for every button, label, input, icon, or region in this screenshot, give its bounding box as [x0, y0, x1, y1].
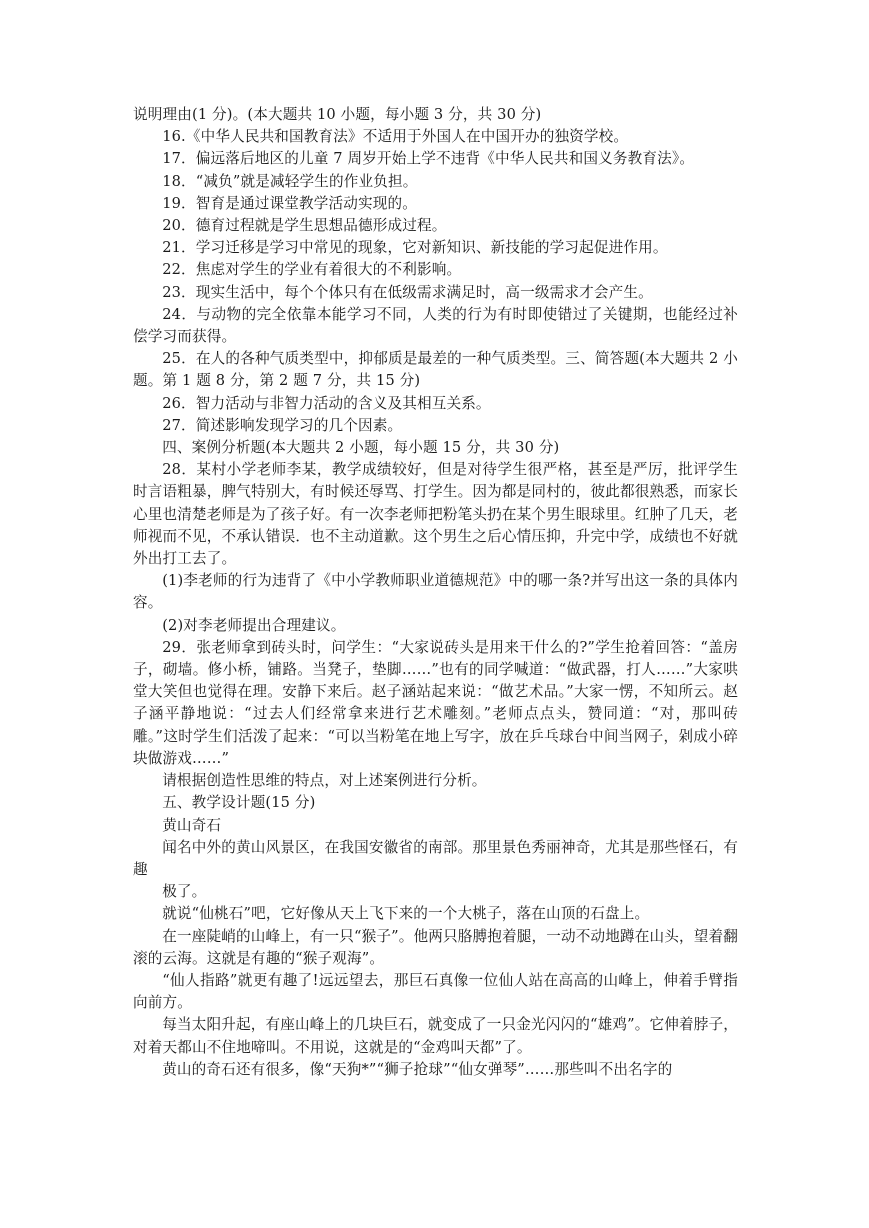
section-heading-teaching-design: 五、教学设计题(15 分)	[162, 794, 316, 812]
question-25-and-section-3-heading: 25．在人的各种气质类型中，抑郁质是最差的一种气质类型。三、简答题(本大题共 2 小题。第 1 题 8 分，第 2 题 7 分，共 15 分)	[133, 350, 738, 390]
question-19: 19．智育是通过课堂教学活动实现的。	[162, 194, 417, 212]
question-26: 26．智力活动与非智力活动的含义及其相互关系。	[162, 394, 491, 412]
passage-paragraph: 就说“仙桃石”吧，它好像从天上飞下来的一个大桃子，落在山顶的石盘上。	[162, 905, 650, 923]
question-21: 21．学习迁移是学习中常见的现象，它对新知识、新技能的学习起促进作用。	[162, 239, 668, 257]
question-28: 28．某村小学老师李某，教学成绩较好，但是对待学生很严格，甚至是严厉，批评学生时言语粗暴，脾气特别大，有时候还辱骂、打学生。因为都是同村的，彼此都很熟悉，而家长心里也清楚老师是为了孩子好。有一次李老师把粉笔头扔在某个男生眼球里。红肿了几天，老师视而不见，不承认错误．也不主动道歉。这个男生之后心情压抑，升完中学，成绩也不好就外出打工去了。	[133, 461, 738, 568]
question-28-sub-1: (1)李老师的行为违背了《中小学教师职业道德规范》中的哪一条?并写出这一条的具体内容。	[133, 572, 738, 612]
question-18: 18．“减负”就是减轻学生的作业负担。	[162, 172, 418, 190]
paragraph: 说明理由(1 分)。(本大题共 10 小题，每小题 3 分，共 30 分)	[133, 106, 542, 123]
question-28-sub-2: (2)对李老师提出合理建议。	[162, 616, 346, 634]
passage-paragraph: 闻名中外的黄山风景区，在我国安徽省的南部。那里景色秀丽神奇，尤其是那些怪石，有趣	[133, 838, 738, 878]
question-16: 16.《中华人民共和国教育法》不适用于外国人在中国开办的独资学校。	[162, 128, 629, 146]
question-20: 20．德育过程就是学生思想品德形成过程。	[162, 217, 447, 235]
question-29: 29．张老师拿到砖头时，问学生：“大家说砖头是用来干什么的?”学生抢着回答：“盖房子，砌墙。修小桥，铺路。当凳子，垫脚……”也有的同学喊道：“做武器，打人……”大家哄堂大笑但也觉得在理。安静下来后。赵子涵站起来说：“做艺术品。”大家一愣，不知所云。赵子涵平静地说：“过去人们经常拿来进行艺术雕刻。”老师点点头，赞同道：“对，那叫砖雕。”这时学生们活泼了起来：“可以当粉笔在地上写字，放在乒乓球台中间当网子，剁成小碎块做游戏……”	[133, 638, 738, 767]
question-22: 22．焦虑对学生的学业有着很大的不利影响。	[162, 261, 462, 279]
passage-paragraph: 在一座陡峭的山峰上，有一只“猴子”。他两只胳膊抱着腿，一动不动地蹲在山头，望着翻滚的云海。这就是有趣的“猴子观海”。	[133, 927, 738, 967]
passage-paragraph: “仙人指路”就更有趣了!远远望去，那巨石真像一位仙人站在高高的山峰上，伸着手臂指向前方。	[133, 971, 738, 1012]
section-heading-case-analysis: 四、案例分析题(本大题共 2 小题，每小题 15 分，共 30 分)	[162, 439, 560, 457]
passage-title: 黄山奇石	[162, 816, 222, 834]
question-17: 17．偏远落后地区的儿童 7 周岁开始上学不违背《中华人民共和国义务教育法》。	[162, 150, 695, 168]
document-page	[133, 104, 738, 1081]
question-29-prompt: 请根据创造性思维的特点，对上述案例进行分析。	[162, 772, 487, 790]
question-24: 24．与动物的完全依靠本能学习不同，人类的行为有时即使错过了关键期，也能经过补偿学习而获得。	[133, 305, 738, 346]
passage-paragraph: 黄山的奇石还有很多，像“天狗*”“狮子抢球”“仙女弹琴”……那些叫不出名字的	[162, 1060, 673, 1078]
question-27: 27．简述影响发现学习的几个因素。	[162, 416, 403, 434]
passage-paragraph: 极了。	[162, 883, 207, 901]
question-23: 23．现实生活中，每个个体只有在低级需求满足时，高一级需求才会产生。	[162, 283, 653, 301]
passage-paragraph: 每当太阳升起，有座山峰上的几块巨石，就变成了一只金光闪闪的“雄鸡”。它伸着脖子，对着天都山不住地啼叫。不用说，这就是的“金鸡叫天都”了。	[133, 1016, 738, 1056]
